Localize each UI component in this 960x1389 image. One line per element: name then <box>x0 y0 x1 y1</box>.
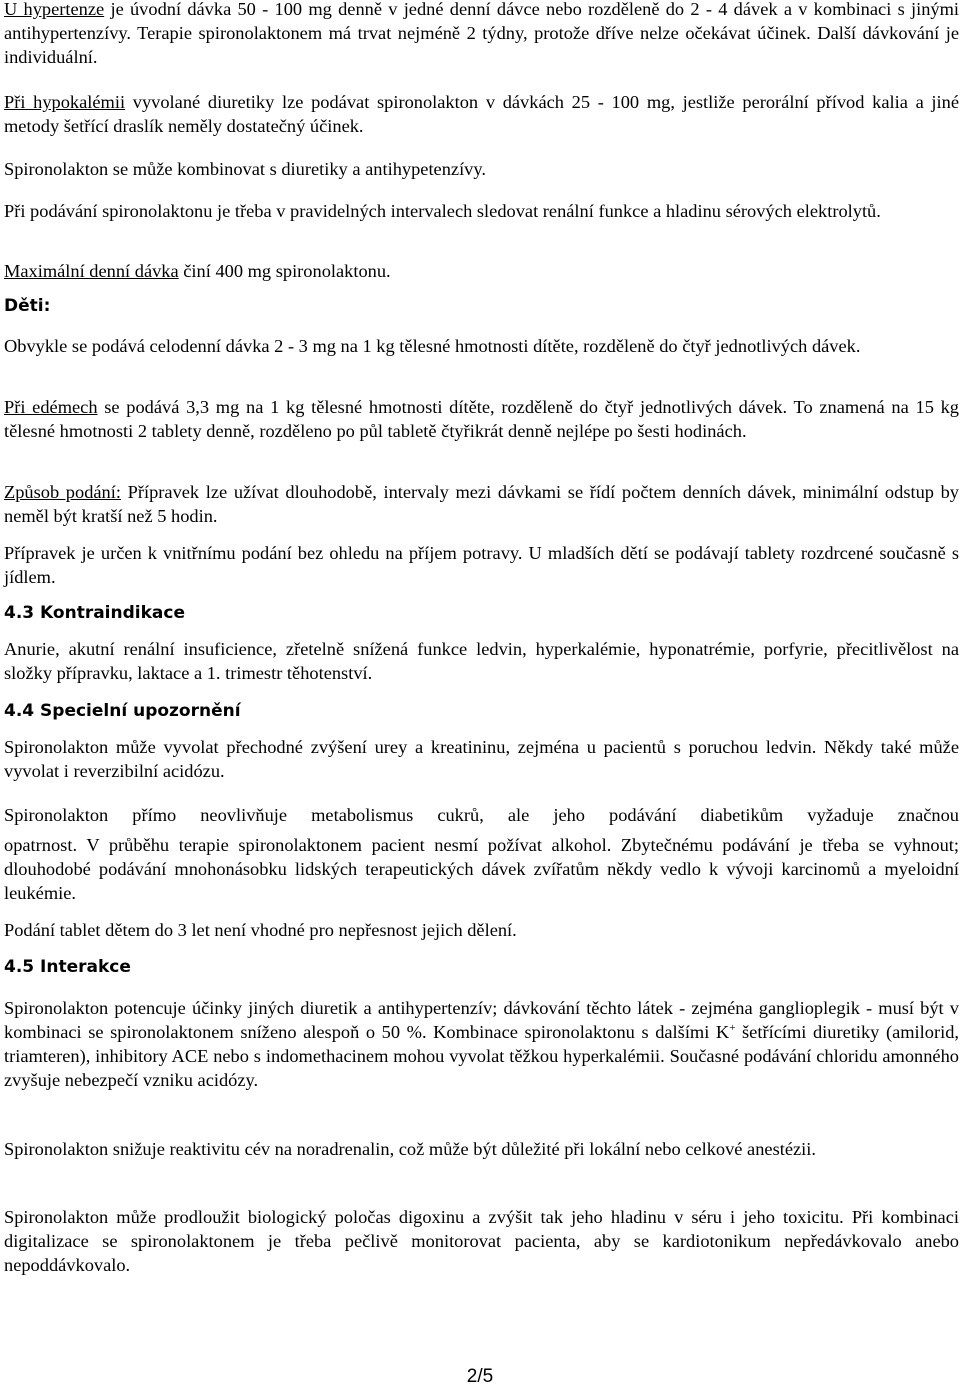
underlined-term: Při hypokalémii <box>4 92 126 112</box>
paragraph-monitoring: Při podávání spironolaktonu je třeba v pravidelných intervalech sledovat renální funkce a hladinu sérových elektrolytů. <box>4 201 881 221</box>
paragraph-warnings-urea: Spironolakton může vyvolat přechodné zvýšení urey a kreatininu, zejména u pacientů s poruchou ledvin. Někdy také může vyvolat i reverzibilní acidózu. <box>4 737 959 781</box>
heading-special-warnings: 4.4 Specielní upozornění <box>4 701 241 721</box>
page-number: 2/5 <box>466 1366 494 1387</box>
paragraph-children-tablets: Podání tablet dětem do 3 let není vhodné pro nepřesnost jejich dělení. <box>4 920 517 940</box>
paragraph-hypokalemia: Při hypokalémii vyvolané diuretiky lze podávat spironolakton v dávkách 25 - 100 mg, jestliže perorální přívod kalia a jiné metody šetřící draslík neměly dostatečný účinek. <box>4 92 959 136</box>
underlined-term: Při edémech <box>4 397 98 417</box>
underlined-term: U hypertenze <box>4 0 105 19</box>
paragraph-intake: Přípravek je určen k vnitřnímu podání bez ohledu na příjem potravy. U mladších dětí se podávají tablety rozdrcené současně s jídlem. <box>4 543 959 587</box>
paragraph-children-dose: Obvykle se podává celodenní dávka 2 - 3 mg na 1 kg tělesné hmotnosti dítěte, rozděleně do čtyř jednotlivých dávek. <box>4 336 861 356</box>
paragraph-digoxin: Spironolakton může prodloužit biologický poločas digoxinu a zvýšit tak jeho hladinu v séru i jeho toxicitu. Při kombinaci digitalizace se spironolaktonem je třeba pečlivě monitorovat pacienta, aby se kardiotonikum nepředávkovalo anebo nepoddávkovalo. <box>4 1207 959 1275</box>
underlined-term: Způsob podání: <box>4 482 121 502</box>
heading-interactions: 4.5 Interakce <box>4 957 131 977</box>
paragraph-continuation: opatrnost. V průběhu terapie spironolaktonem pacient nesmí požívat alkohol. Zbytečnému podávání je třeba se vyhnout; dlouhodobé podávání mnohonásobku lidských terapeutických dávek zvířatům někdy vedlo k vývoji karcinomů a myeloidní leukémie. <box>4 835 959 903</box>
paragraph-contraindications: Anurie, akutní renální insuficience, zřetelně snížená funkce ledvin, hyperkalémie, hyponatrémie, porfyrie, přecitlivělost na složky přípravku, laktace a 1. trimestr těhotenství. <box>4 639 959 683</box>
paragraph-edema: Při edémech se podává 3,3 mg na 1 kg tělesné hmotnosti dítěte, rozděleně do čtyř jednotlivých dávek. To znamená na 15 kg tělesné hmotnosti 2 tablety denně, rozděleno po půl tabletě čtyřikrát denně nejlépe po šesti hodinách. <box>4 397 959 441</box>
paragraph-max-dose: Maximální denní dávka činí 400 mg spironolaktonu. <box>4 261 391 281</box>
paragraph-administration: Způsob podání: Přípravek lze užívat dlouhodobě, intervaly mezi dávkami se řídí počtem denních dávek, minimální odstup by neměl být kratší než 5 hodin. <box>4 482 960 526</box>
paragraph-combination: Spironolakton se může kombinovat s diuretiky a antihypetenzívy. <box>4 159 486 179</box>
heading-children: Děti: <box>4 296 51 316</box>
underlined-term: Maximální denní dávka <box>4 261 179 281</box>
paragraph-interactions: Spironolakton potencuje účinky jiných diuretik a antihypertenzív; dávkování těchto látek - zejména ganglioplegik - musí být v kombinaci se spironolaktonem sníženo alespoň o 50 %. Kombinace spironolaktonu s dalšími K+ šetřícími diuretiky (amilorid, triamteren), inhibitory ACE nebo s indomethacinem mohou vyvolat těžkou hyperkalémii. Současné podávání chloridu amonného zvyšuje nebezpečí vzniku acidózy. <box>4 998 959 1090</box>
superscript: + <box>729 1021 736 1034</box>
paragraph-first-line: Spironolakton přímo neovlivňuje metabolismus cukrů, ale jeho podávání diabetikům vyžaduje značnou <box>4 805 959 825</box>
paragraph-hypertension: U hypertenze je úvodní dávka 50 - 100 mg denně v jedné denní dávce nebo rozděleně do 2 - 4 dávek a v kombinaci s jinými antihypertenzívy. Terapie spironolaktonem má trvat nejméně 2 týdny, protože dříve nelze očekávat účinek. Další dávkování je individuální. <box>4 0 959 67</box>
paragraph-warnings-sugar <box>4 803 959 905</box>
paragraph-noradrenaline: Spironolakton snižuje reaktivitu cév na noradrenalin, což může být důležité při lokální nebo celkové anestézii. <box>4 1139 816 1159</box>
heading-contraindications: 4.3 Kontraindikace <box>4 603 185 623</box>
